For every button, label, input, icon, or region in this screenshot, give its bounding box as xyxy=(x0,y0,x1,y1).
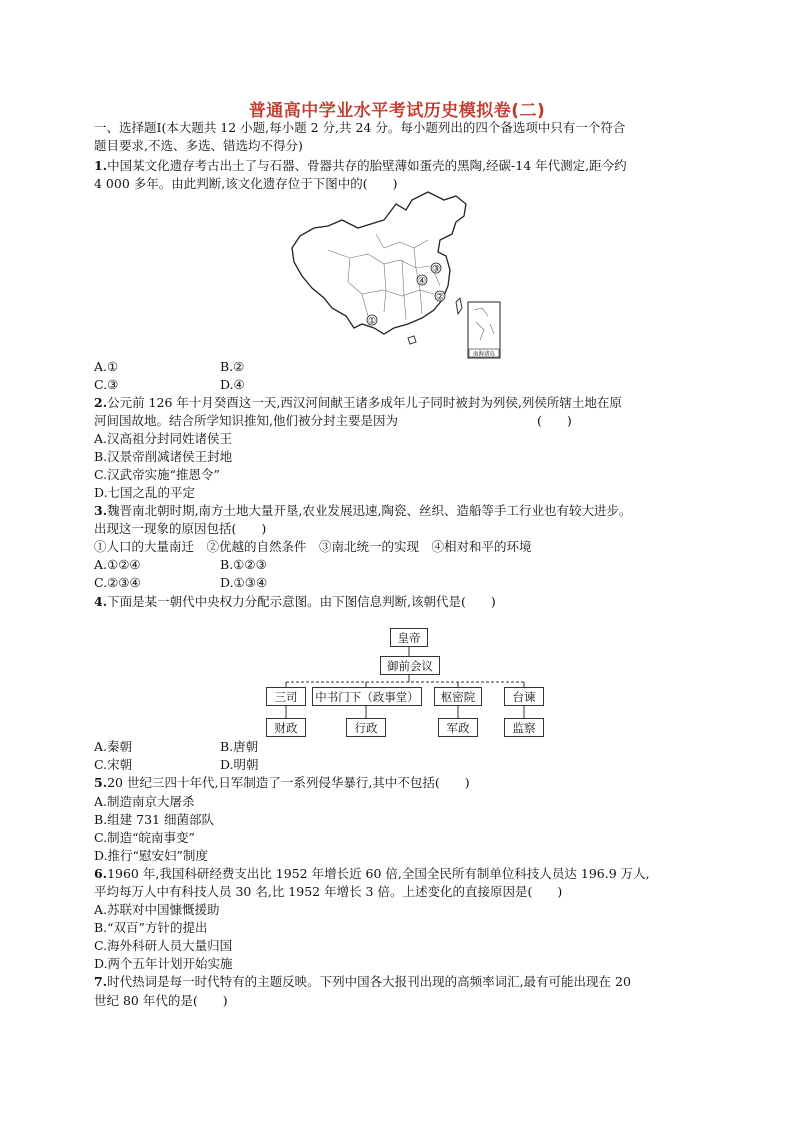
emperor-box: 皇帝 xyxy=(390,628,428,647)
option-a[interactable]: A.①②④ xyxy=(94,557,141,572)
question-2 xyxy=(94,394,622,412)
question-3-cont: 出现这一现象的原因包括( ) xyxy=(94,521,267,536)
china-map xyxy=(288,190,504,360)
option-c[interactable]: C.③ xyxy=(94,377,119,392)
question-number: 1. xyxy=(94,158,108,173)
question-text: 20 世纪三四十年代,日军制造了一系列侵华暴行,其中不包括( ) xyxy=(107,775,470,790)
option-d[interactable]: D.明朝 xyxy=(220,757,259,772)
svg-text:①: ① xyxy=(367,316,377,327)
answer-paren: ( ) xyxy=(537,413,572,428)
question-6-cont: 平均每万人中有科技人员 30 名,比 1952 年增长 3 倍。上述变化的直接原因是( ) xyxy=(94,884,563,899)
option-b[interactable]: B.①②③ xyxy=(220,557,267,572)
option-c[interactable]: C.宋朝 xyxy=(94,757,133,772)
function-admin-box: 行政 xyxy=(346,718,386,737)
south-china-sea-inset xyxy=(468,302,500,358)
q4-options-row-1 xyxy=(94,738,259,756)
function-military-box: 军政 xyxy=(438,718,478,737)
question-3-items: ①人口的大量南迁 ②优越的自然条件 ③南北统一的实现 ④相对和平的环境 xyxy=(94,539,532,554)
question-text: 下面是某一朝代中央权力分配示意图。由下图信息判断,该朝代是( ) xyxy=(107,594,496,609)
question-text: 时代热词是每一时代特有的主题反映。下列中国各大报刊出现的高频率词汇,最有可能出现在 20 xyxy=(107,974,631,989)
option-c[interactable]: C.②③④ xyxy=(94,575,141,590)
option-d[interactable]: D.④ xyxy=(220,377,245,392)
hainan-island xyxy=(408,336,416,344)
map-marker-1 xyxy=(367,315,377,327)
option-b[interactable]: B.唐朝 xyxy=(220,739,259,754)
option-d[interactable]: D.①③④ xyxy=(220,575,268,590)
power-structure-chart xyxy=(240,620,550,750)
section-heading: 一、选择题Ⅰ(本大题共 12 小题,每小题 2 分,共 24 分。每小题列出的四个备选项中只有一个符合 xyxy=(94,120,626,135)
office-zhongshu-box: 中书门下（政事堂） xyxy=(312,687,422,706)
question-4 xyxy=(94,593,496,611)
option-b[interactable]: B.组建 731 细菌部队 xyxy=(94,812,214,827)
map-marker-2 xyxy=(435,291,445,303)
question-number: 7. xyxy=(94,974,108,989)
question-text: 1960 年,我国科研经费支出比 1952 年增长近 60 倍,全国全民所有制单位科技人员达 196.9 万人, xyxy=(107,866,650,881)
option-b[interactable]: B.“双百”方针的提出 xyxy=(94,920,208,935)
question-number: 2. xyxy=(94,395,108,410)
option-c[interactable]: C.海外科研人员大量归国 xyxy=(94,938,233,953)
map-marker-4 xyxy=(417,275,427,287)
question-text: 公元前 126 年十月癸酉这一天,西汉河间献王诸多成年儿子同时被封为列侯,列侯所辖土地在原 xyxy=(107,395,622,410)
option-b[interactable]: B.汉景帝削减诸侯王封地 xyxy=(94,449,233,464)
option-d[interactable]: D.两个五年计划开始实施 xyxy=(94,956,233,971)
question-5 xyxy=(94,774,470,792)
question-3 xyxy=(94,502,632,520)
option-d[interactable]: D.推行“慰安妇”制度 xyxy=(94,848,208,863)
svg-text:②: ② xyxy=(435,292,445,303)
taiwan-island xyxy=(456,298,462,314)
option-d[interactable]: D.七国之乱的平定 xyxy=(94,485,196,500)
office-taijian-box: 台谏 xyxy=(504,687,544,706)
imperial-council-box: 御前会议 xyxy=(380,656,440,675)
question-number: 3. xyxy=(94,503,108,518)
option-a[interactable]: A.汉高祖分封同姓诸侯王 xyxy=(94,431,233,446)
question-number: 4. xyxy=(94,594,108,609)
question-6 xyxy=(94,865,650,883)
q1-options-row-1 xyxy=(94,358,245,376)
question-1-cont: 4 000 多年。由此判断,该文化遗存位于下图中的( ) xyxy=(94,176,398,191)
q4-options-row-2 xyxy=(94,756,259,774)
q3-options-row-2 xyxy=(94,574,268,592)
office-shumiyuan-box: 枢密院 xyxy=(434,687,482,706)
option-a[interactable]: A.制造南京大屠杀 xyxy=(94,794,195,809)
q3-options-row-1 xyxy=(94,556,267,574)
option-b[interactable]: B.② xyxy=(220,359,245,374)
option-c[interactable]: C.汉武帝实施“推恩令” xyxy=(94,467,220,482)
function-supervision-box: 监察 xyxy=(504,718,544,737)
function-finance-box: 财政 xyxy=(266,718,306,737)
svg-text:④: ④ xyxy=(417,276,427,287)
svg-text:南海诸岛: 南海诸岛 xyxy=(472,351,496,358)
question-text: 魏晋南北朝时期,南方土地大量开垦,农业发展迅速,陶瓷、丝织、造船等手工行业也有较大进步。 xyxy=(107,503,632,518)
option-a[interactable]: A.① xyxy=(94,359,119,374)
option-a[interactable]: A.苏联对中国慷慨援助 xyxy=(94,902,220,917)
question-text: 中国某文化遗存考古出土了与石器、骨器共存的胎壁薄如蛋壳的黑陶,经碳-14 年代测定,距今约 xyxy=(107,158,627,173)
option-a[interactable]: A.秦朝 xyxy=(94,739,133,754)
question-number: 6. xyxy=(94,866,108,881)
option-c[interactable]: C.制造“皖南事变” xyxy=(94,830,195,845)
page-title: 普通高中学业水平考试历史模拟卷(二) xyxy=(248,101,546,121)
question-1 xyxy=(94,157,627,175)
question-7-cont: 世纪 80 年代的是( ) xyxy=(94,993,228,1008)
office-sansi-box: 三司 xyxy=(266,687,306,706)
map-marker-3 xyxy=(431,263,441,275)
question-2-cont: 河间国故地。结合所学知识推知,他们被分封主要是因为 xyxy=(94,413,398,428)
question-number: 5. xyxy=(94,775,108,790)
china-outline xyxy=(292,192,466,334)
svg-text:③: ③ xyxy=(431,264,441,275)
section-heading-cont: 题目要求,不选、多选、错选均不得分) xyxy=(94,138,303,153)
question-7 xyxy=(94,973,631,991)
q1-options-row-2 xyxy=(94,376,245,394)
